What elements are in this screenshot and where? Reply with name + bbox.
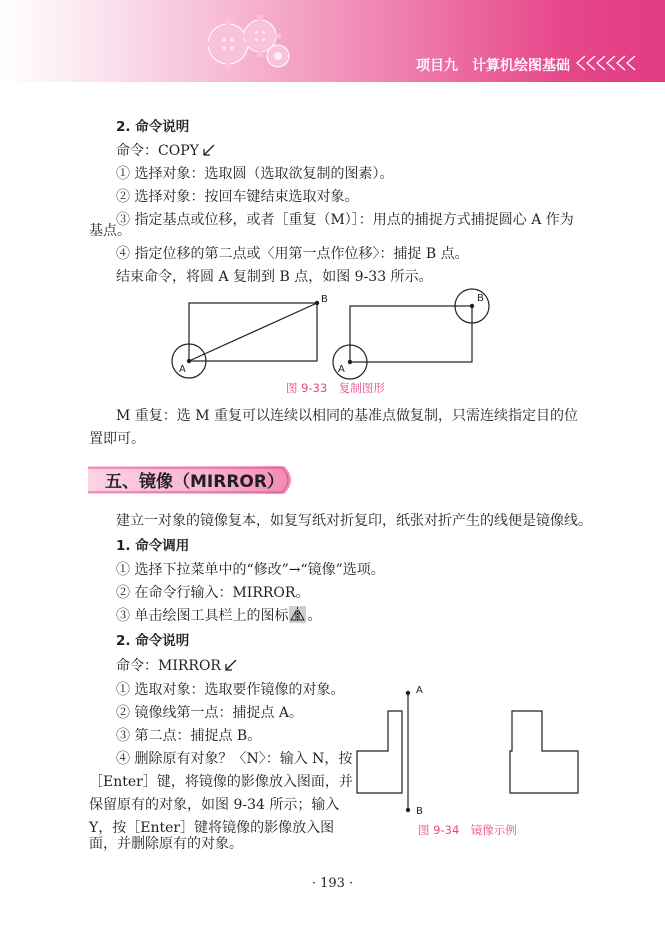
- mirror-step-2: ② 镜像线第一点：捕捉点 A。: [116, 705, 304, 721]
- mirror-step-3: ③ 第二点：捕捉点 B。: [116, 728, 262, 744]
- mirror-step-4-line1: ④ 删除原有对象？〈N〉：输入 N，按: [116, 751, 353, 767]
- copy-explain-heading: 2. 命令说明: [116, 119, 190, 135]
- mirror-point-a: [406, 691, 410, 695]
- mirror-invoke-heading: 1. 命令调用: [116, 538, 190, 554]
- copy-end-text: 结束命令，将圆 A 复制到 B 点，如图 9-33 所示。: [116, 269, 433, 285]
- copy-command-line: [116, 141, 216, 161]
- enter-arrow-icon: [224, 658, 238, 672]
- right-label-a: A: [338, 364, 345, 375]
- copy-step-3-line2: 基点。: [89, 223, 131, 239]
- copy-command-text: 命令：COPY: [116, 143, 199, 159]
- copy-step-2: ② 选择对象：按回车键结束选取对象。: [116, 189, 359, 205]
- figure-9-33-caption: 图 9-33 复制图形: [286, 381, 385, 395]
- mirror-label-a: A: [416, 685, 423, 696]
- mirror-step-1: ① 选取对象：选取要作镜像的对象。: [116, 682, 345, 698]
- mirror-step-4-line2: ［Enter］键，将镜像的影像放入图面，并: [89, 774, 353, 790]
- chevron-left-icon: [575, 53, 640, 73]
- copy-step-1: ① 选择对象：选取圆（选取欲复制的图素）。: [116, 166, 394, 182]
- copy-step-3-line1: ③ 指定基点或位移，或者［重复（M）］：用点的捕捉方式捕捉圆心 A 作为: [116, 212, 574, 228]
- left-diagonal: [189, 303, 317, 361]
- mirror-invoke-3-text: ③ 单击绘图工具栏上的图标: [116, 608, 289, 624]
- mirror-invoke-3-end: 。: [307, 608, 322, 624]
- right-label-b: B: [477, 293, 484, 304]
- mirror-invoke-1: ① 选择下拉菜单中的“修改”→“镜像”选项。: [116, 562, 385, 578]
- right-point-a: [348, 360, 352, 364]
- original-shape: [357, 711, 402, 793]
- mirror-step-4-line4: Y，按［Enter］键将镜像的影像放入图: [89, 820, 335, 836]
- mirror-step-4-line3: 保留原有的对象，如图 9-34 所示；输入: [89, 797, 340, 813]
- left-point-b: [315, 301, 319, 305]
- mirror-invoke-3: [116, 606, 321, 626]
- left-point-a: [187, 359, 191, 363]
- chapter-title: 项目九 计算机绘图基础: [416, 58, 570, 74]
- mirrored-shape: [510, 711, 578, 793]
- left-label-a: A: [179, 364, 186, 375]
- mirror-command-text: 命令：MIRROR: [116, 658, 221, 674]
- enter-arrow-icon: [202, 143, 216, 157]
- right-point-b: [470, 304, 474, 308]
- mirror-command-line: [116, 656, 238, 676]
- left-label-b: B: [321, 294, 328, 305]
- figure-9-34: [350, 683, 590, 818]
- mirror-tool-icon: [289, 606, 306, 623]
- copy-step-4: ④ 指定位移的第二点或〈用第一点作位移〉：捕捉 B 点。: [116, 246, 469, 262]
- page-number: · 193 ·: [311, 876, 354, 891]
- repeat-note-line2: 置即可。: [89, 431, 145, 447]
- mirror-explain-heading: 2. 命令说明: [116, 633, 190, 649]
- right-rectangle: [350, 306, 472, 362]
- mirror-step-4-line5: 面，并删除原有的对象。: [89, 836, 243, 852]
- gears-decoration-icon: [188, 12, 298, 72]
- mirror-intro: 建立一对象的镜像复本，如复写纸对折复印，纸张对折产生的线便是镜像线。: [116, 513, 592, 529]
- section-five-title: 五、镜像（MIRROR）: [105, 472, 284, 492]
- mirror-label-b: B: [416, 806, 423, 817]
- mirror-point-b: [406, 808, 410, 812]
- mirror-invoke-2: ② 在命令行输入：MIRROR。: [116, 585, 310, 601]
- figure-9-33: [170, 288, 500, 383]
- figure-9-34-caption: 图 9-34 镜像示例: [418, 823, 517, 837]
- repeat-note-line1: M 重复：选 M 重复可以连续以相同的基准点做复制，只需连续指定目的位: [116, 408, 579, 424]
